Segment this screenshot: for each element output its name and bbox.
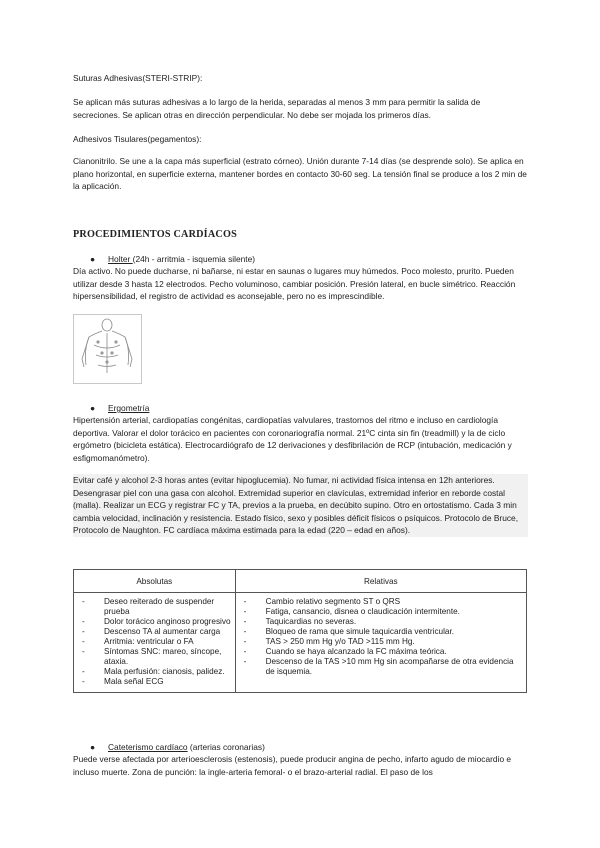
sutures-body: Se aplican más suturas adhesivas a lo largo de la herida, separadas al menos 3 mm para permitir la salida de secreciones. Se aplican otras en dirección perpendicular. No debe ser mojada los primeros días. [73, 97, 481, 120]
torso-electrodes-icon [74, 315, 141, 383]
list-item: - Bloqueo de rama que simule taquicardia ventricular. [240, 627, 522, 637]
cateterismo-detail: (arterias coronarias) [187, 742, 265, 752]
col-relativas: Relativas [235, 570, 526, 593]
col-absolutas: Absolutas [74, 570, 236, 593]
list-item: - Cuando se haya alcanzado la FC máxima teórica. [240, 647, 522, 657]
ergometria-name: Ergometría [108, 403, 150, 413]
holter-illustration [73, 314, 142, 384]
list-item: - TAS > 250 mm Hg y/o TAD >115 mm Hg. [240, 637, 522, 647]
stop-criteria-table [73, 569, 527, 693]
ergometria-body-2: Evitar café y alcohol 2-3 horas antes (evitar hipoglucemia). No fumar, ni actividad física intensa en 12h anteriores. Desengrasar piel con una gasa con alcohol. Extremidad superior en clavículas, extremidad inferior en reborde costal (malla). Realizar un ECG y registrar FC y TA, previos a la prueba, en decúbito supino. Otro en ortostatismo. Cada 3 min cambia velocidad, inclinación y resistencia. Estado físico, sexo y posibles déficit físicos o psíquicos. Protocolo de Bruce, Protocolo de Naughton. FC cardíaca máxima estimada para la edad (220 – edad en años). [73, 474, 528, 537]
list-item: - Deseo reiterado de suspender prueba [78, 597, 231, 617]
list-item: - Taquicardias no severas. [240, 617, 522, 627]
list-item: - Síntomas SNC: mareo, síncope, ataxia. [78, 647, 231, 667]
list-item: - Mala señal ECG [78, 677, 231, 687]
relativas-cell [235, 593, 526, 693]
list-item: - Mala perfusión: cianosis, palidez. [78, 667, 231, 677]
holter-body: Día activo. No puede ducharse, ni bañarse, ni estar en saunas o lugares muy húmedos. Poco molesto, prurito. Pueden utilizar desde 3 hasta 12 electrodos. Pecho voluminoso, cambiar posición. Presión lateral, en bucle simétrico. Reacción hipersensibilidad, el registro de actividad es aconsejable, pero no es imprescindible. [73, 266, 516, 302]
bullet-icon: ● [90, 742, 96, 752]
list-item: - Fatiga, cansancio, disnea o claudicación intermitente. [240, 607, 522, 617]
list-item: - Dolor torácico anginoso progresivo [78, 617, 231, 627]
cateterismo-name: Cateterismo cardíaco [108, 742, 188, 752]
bullet-icon: ● [90, 254, 96, 264]
ergometria-body-1: Hipertensión arterial, cardiopatías congénitas, cardiopatías valvulares, trastornos del ritmo e incluso en cardiología deportiva. Valorar el dolor torácico en pacientes con coronariografía normal. 21ºC cinta sin fin (treadmill) y la de ciclo ergómetro (bicicleta estática). Electrocardiógrafo de 12 derivaciones y desfibrilación de RCP (intubación, medicación y esfigmomanómetro). [73, 415, 512, 463]
section-title: PROCEDIMIENTOS CARDÍACOS [73, 229, 237, 240]
holter-name: Holter [108, 254, 133, 264]
sutures-title: Suturas Adhesivas(STERI-STRIP): [73, 73, 203, 83]
adhesives-title: Adhesivos Tisulares(pegamentos): [73, 134, 202, 144]
list-item: - Descenso TA al aumentar carga [78, 627, 231, 637]
list-item: - Descenso de la TAS >10 mm Hg sin acompañarse de otra evidencia de isquemia. [240, 657, 522, 677]
absolutas-cell [74, 593, 236, 693]
cateterismo-bullet-line [90, 741, 265, 753]
adhesives-body: Cianonitrilo. Se une a la capa más superficial (estrato córneo). Unión durante 7-14 días (se desprende solo). Se aplica en plano horizontal, en superficie externa, mantener bordes en contacto 30-60 seg. La tensión final se produce a los 2 min de la aplicación. [73, 156, 527, 192]
holter-bullet-line [90, 253, 255, 265]
cateterismo-body: Puede verse afectada por arterioesclerosis (estenosis), puede producir angina de pecho, infarto agudo de miocardio e incluso muerte. Zona de punción: la ingle-arteria femoral- o el brazo-arterial radial. El paso de los [73, 754, 512, 777]
ergometria-bullet-line [90, 402, 149, 414]
list-item: - Cambio relativo segmento ST o QRS [240, 597, 522, 607]
list-item: - Arritmia: ventricular o FA [78, 637, 231, 647]
holter-detail: (24h - arritmia - isquemia silente) [132, 254, 256, 264]
bullet-icon: ● [90, 403, 96, 413]
